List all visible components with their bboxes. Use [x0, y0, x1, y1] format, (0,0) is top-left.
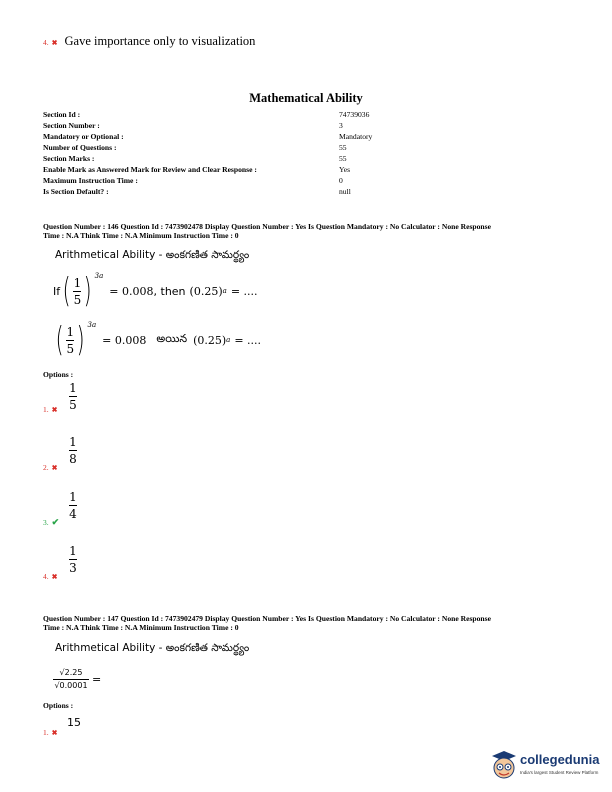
- q147-meta-line2: Time : N.A Think Time : N.A Minimum Instruction Time : 0: [43, 623, 239, 632]
- section-default-value: null: [339, 187, 351, 196]
- section-title: Mathematical Ability: [249, 91, 363, 105]
- q146-topic: Arithmetical Ability - అంకగణిత సామర్థ్యం: [55, 249, 250, 261]
- exponent: 3a: [94, 272, 104, 280]
- rhs-base: (0.25): [193, 333, 227, 347]
- mascot-icon: [489, 748, 519, 782]
- option-number: 4.: [43, 572, 49, 581]
- option-number: 3.: [43, 518, 49, 527]
- q146-english-expression: [53, 271, 258, 311]
- q147-topic: Arithmetical Ability - అంకగణిత సామర్థ్యం: [55, 642, 250, 654]
- section-id-value: 74739036: [339, 110, 370, 119]
- left-paren: (: [62, 271, 71, 311]
- wrong-icon: ✖: [51, 729, 58, 737]
- q147-options-label: Options :: [43, 701, 74, 710]
- fraction-1-5: [73, 276, 81, 307]
- q146-options-label: Options :: [43, 370, 74, 379]
- telugu-if-word: అయిన: [156, 332, 188, 345]
- collegedunia-logo: [489, 748, 612, 784]
- frac-den: 5: [69, 398, 77, 412]
- q147-meta: [43, 614, 573, 632]
- option-fraction: [69, 435, 77, 466]
- frac-num: 1: [69, 435, 77, 449]
- frac-num: 1: [69, 490, 77, 504]
- mandatory-value: Mandatory: [339, 132, 373, 141]
- right-paren: ): [84, 271, 93, 311]
- mandatory-label: Mandatory or Optional :: [43, 132, 124, 141]
- section-default-label: Is Section Default? :: [43, 187, 109, 196]
- rhs-tail: = ....: [234, 333, 262, 347]
- option-number: 2.: [43, 463, 49, 472]
- wrong-icon: ✖: [51, 573, 58, 581]
- fraction-1-5: [66, 325, 74, 356]
- sqrt-fraction: [53, 668, 89, 691]
- option-text: Gave importance only to visualization: [64, 34, 256, 48]
- q147-meta-line1: Question Number : 147 Question Id : 7473902479 Display Question Number : Yes Is Question Mandatory : No Calculator : None Response: [43, 614, 491, 623]
- enable-mark-value: Yes: [339, 165, 351, 174]
- enable-mark-label: Enable Mark as Answered Mark for Review and Clear Response :: [43, 165, 257, 174]
- frac-den: 8: [69, 452, 77, 466]
- rhs-exponent: a: [222, 287, 227, 295]
- frac-num: √2.25: [59, 668, 83, 677]
- exponent: 3a: [87, 321, 97, 329]
- rhs-tail: = ....: [230, 284, 258, 298]
- frac-num: 1: [69, 381, 77, 395]
- q147-expression: [53, 668, 101, 691]
- section-marks-label: Section Marks :: [43, 154, 95, 163]
- correct-check-icon: ✔: [51, 517, 60, 527]
- then-label: , then: [153, 284, 186, 298]
- num-questions-label: Number of Questions :: [43, 143, 117, 152]
- frac-num: 1: [69, 544, 77, 558]
- frac-den: 5: [66, 341, 75, 356]
- wrong-icon: ✖: [51, 406, 58, 414]
- num-questions-value: 55: [339, 143, 347, 152]
- max-instruction-value: 0: [339, 176, 343, 185]
- option-fraction: [69, 381, 77, 412]
- brand-name: collegedunia: [520, 752, 600, 767]
- if-label: If: [53, 284, 61, 298]
- option-number: 1.: [43, 728, 49, 737]
- frac-num: 1: [66, 324, 75, 339]
- option-number: 4.: [43, 38, 49, 47]
- brand-tagline: India's largest Student Review Platform: [520, 770, 599, 775]
- wrong-icon: ✖: [51, 464, 58, 472]
- left-paren: (: [55, 320, 64, 360]
- frac-den: 5: [73, 292, 82, 307]
- section-marks-value: 55: [339, 154, 347, 163]
- section-id-label: Section Id :: [43, 110, 81, 119]
- q146-meta: [43, 222, 573, 240]
- rhs-base: (0.25): [189, 284, 223, 298]
- frac-num: 1: [73, 275, 82, 290]
- option-number: 1.: [43, 405, 49, 414]
- option-fraction: [69, 490, 77, 521]
- option-text: 15: [67, 716, 81, 729]
- rhs-exponent: a: [226, 336, 231, 344]
- frac-den: 3: [69, 561, 77, 575]
- q146-meta-line1: Question Number : 146 Question Id : 7473902478 Display Question Number : Yes Is Question Mandatory : No Calculator : None Response: [43, 222, 491, 231]
- wrong-icon: ✖: [51, 39, 58, 47]
- q146-meta-line2: Time : N.A Think Time : N.A Minimum Instruction Time : 0: [43, 231, 239, 240]
- max-instruction-label: Maximum Instruction Time :: [43, 176, 138, 185]
- frac-den: √0.0001: [54, 681, 88, 690]
- section-number-label: Section Number :: [43, 121, 100, 130]
- right-paren: ): [76, 320, 85, 360]
- prev-option-4: [43, 34, 255, 49]
- option-fraction: [69, 544, 77, 575]
- q146-telugu-expression: [53, 320, 262, 360]
- equals-sign: =: [92, 673, 102, 686]
- equals-value: = 0.008: [102, 333, 147, 347]
- equals-value: = 0.008: [109, 284, 154, 298]
- frac-den: 4: [69, 507, 77, 521]
- section-info-table: [43, 110, 539, 196]
- section-number-value: 3: [339, 121, 343, 130]
